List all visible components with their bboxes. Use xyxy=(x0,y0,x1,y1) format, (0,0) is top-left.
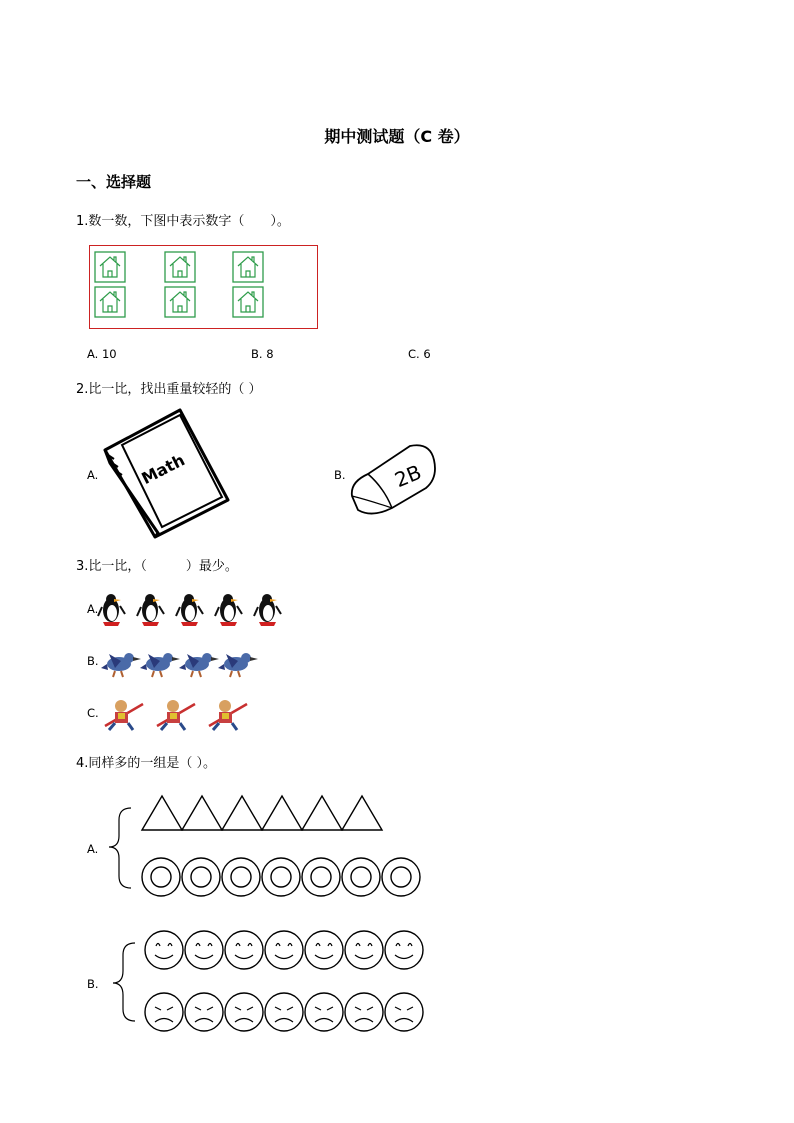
frown-face xyxy=(185,993,223,1031)
frown-face xyxy=(385,993,423,1031)
bird-icon xyxy=(179,653,219,677)
frown-face xyxy=(265,993,303,1031)
q2-option-a[interactable]: A. xyxy=(87,468,99,482)
triangle-shape xyxy=(222,796,262,830)
ring-shape xyxy=(142,858,180,896)
q1-option-a[interactable]: A. 10 xyxy=(87,347,117,361)
smiley-face xyxy=(265,931,303,969)
ring-shape xyxy=(342,858,380,896)
house-icon xyxy=(95,287,125,317)
frown-face xyxy=(305,993,343,1031)
q1-option-c[interactable]: C. 6 xyxy=(408,347,431,361)
penguin-row xyxy=(98,590,298,630)
math-book-image xyxy=(100,405,235,540)
q3-option-c[interactable]: C. xyxy=(87,706,99,720)
house-icon xyxy=(233,252,263,282)
house-icon xyxy=(165,287,195,317)
triangle-shape xyxy=(342,796,382,830)
frown-face xyxy=(145,993,183,1031)
smiley-face xyxy=(345,931,383,969)
triangle-shape xyxy=(142,796,182,830)
q3-option-a[interactable]: A. xyxy=(87,602,99,616)
question-4: 4.同样多的一组是（ ）。 xyxy=(76,756,217,771)
page-title: 期中测试题（C 卷） xyxy=(324,127,470,146)
frown-face xyxy=(345,993,383,1031)
ring-shape xyxy=(222,858,260,896)
q4-option-a[interactable]: A. xyxy=(87,842,99,856)
monkey-icon xyxy=(209,700,247,730)
section-heading: 一、选择题 xyxy=(76,173,152,191)
math-book-label: Math xyxy=(138,450,188,489)
question-2: 2.比一比，找出重量较轻的（ ） xyxy=(76,382,262,397)
bird-icon xyxy=(101,653,141,677)
monkey-icon xyxy=(105,700,143,730)
triangle-shape xyxy=(302,796,342,830)
house-icon xyxy=(165,252,195,282)
house-grid-frame xyxy=(89,245,319,331)
monkey-row xyxy=(98,694,298,734)
bird-icon xyxy=(140,653,180,677)
eraser-image xyxy=(348,438,440,518)
penguin-icon xyxy=(215,594,242,626)
penguin-icon xyxy=(176,594,203,626)
smiley-face xyxy=(305,931,343,969)
bird-row xyxy=(98,642,298,682)
option-b-figure xyxy=(105,925,435,1040)
monkey-icon xyxy=(157,700,195,730)
q3-option-b[interactable]: B. xyxy=(87,654,99,668)
triangle-shape xyxy=(262,796,302,830)
house-icon xyxy=(233,287,263,317)
option-a-figure xyxy=(105,790,435,910)
ring-shape xyxy=(302,858,340,896)
penguin-icon xyxy=(98,594,125,626)
ring-shape xyxy=(182,858,220,896)
smiley-face xyxy=(225,931,263,969)
q2-option-b[interactable]: B. xyxy=(334,468,346,482)
q4-option-b[interactable]: B. xyxy=(87,977,99,991)
frown-face xyxy=(225,993,263,1031)
q1-option-b[interactable]: B. 8 xyxy=(251,347,274,361)
ring-shape xyxy=(262,858,300,896)
house-icon xyxy=(95,252,125,282)
triangle-shape xyxy=(182,796,222,830)
smiley-face xyxy=(385,931,423,969)
question-3: 3.比一比，（ ）最少。 xyxy=(76,559,238,574)
ring-shape xyxy=(382,858,420,896)
question-1: 1.数一数，下图中表示数字（ ）。 xyxy=(76,214,290,229)
penguin-icon xyxy=(137,594,164,626)
bird-icon xyxy=(218,653,258,677)
smiley-face xyxy=(145,931,183,969)
eraser-label: 2B xyxy=(391,459,425,493)
smiley-face xyxy=(185,931,223,969)
penguin-icon xyxy=(254,594,281,626)
